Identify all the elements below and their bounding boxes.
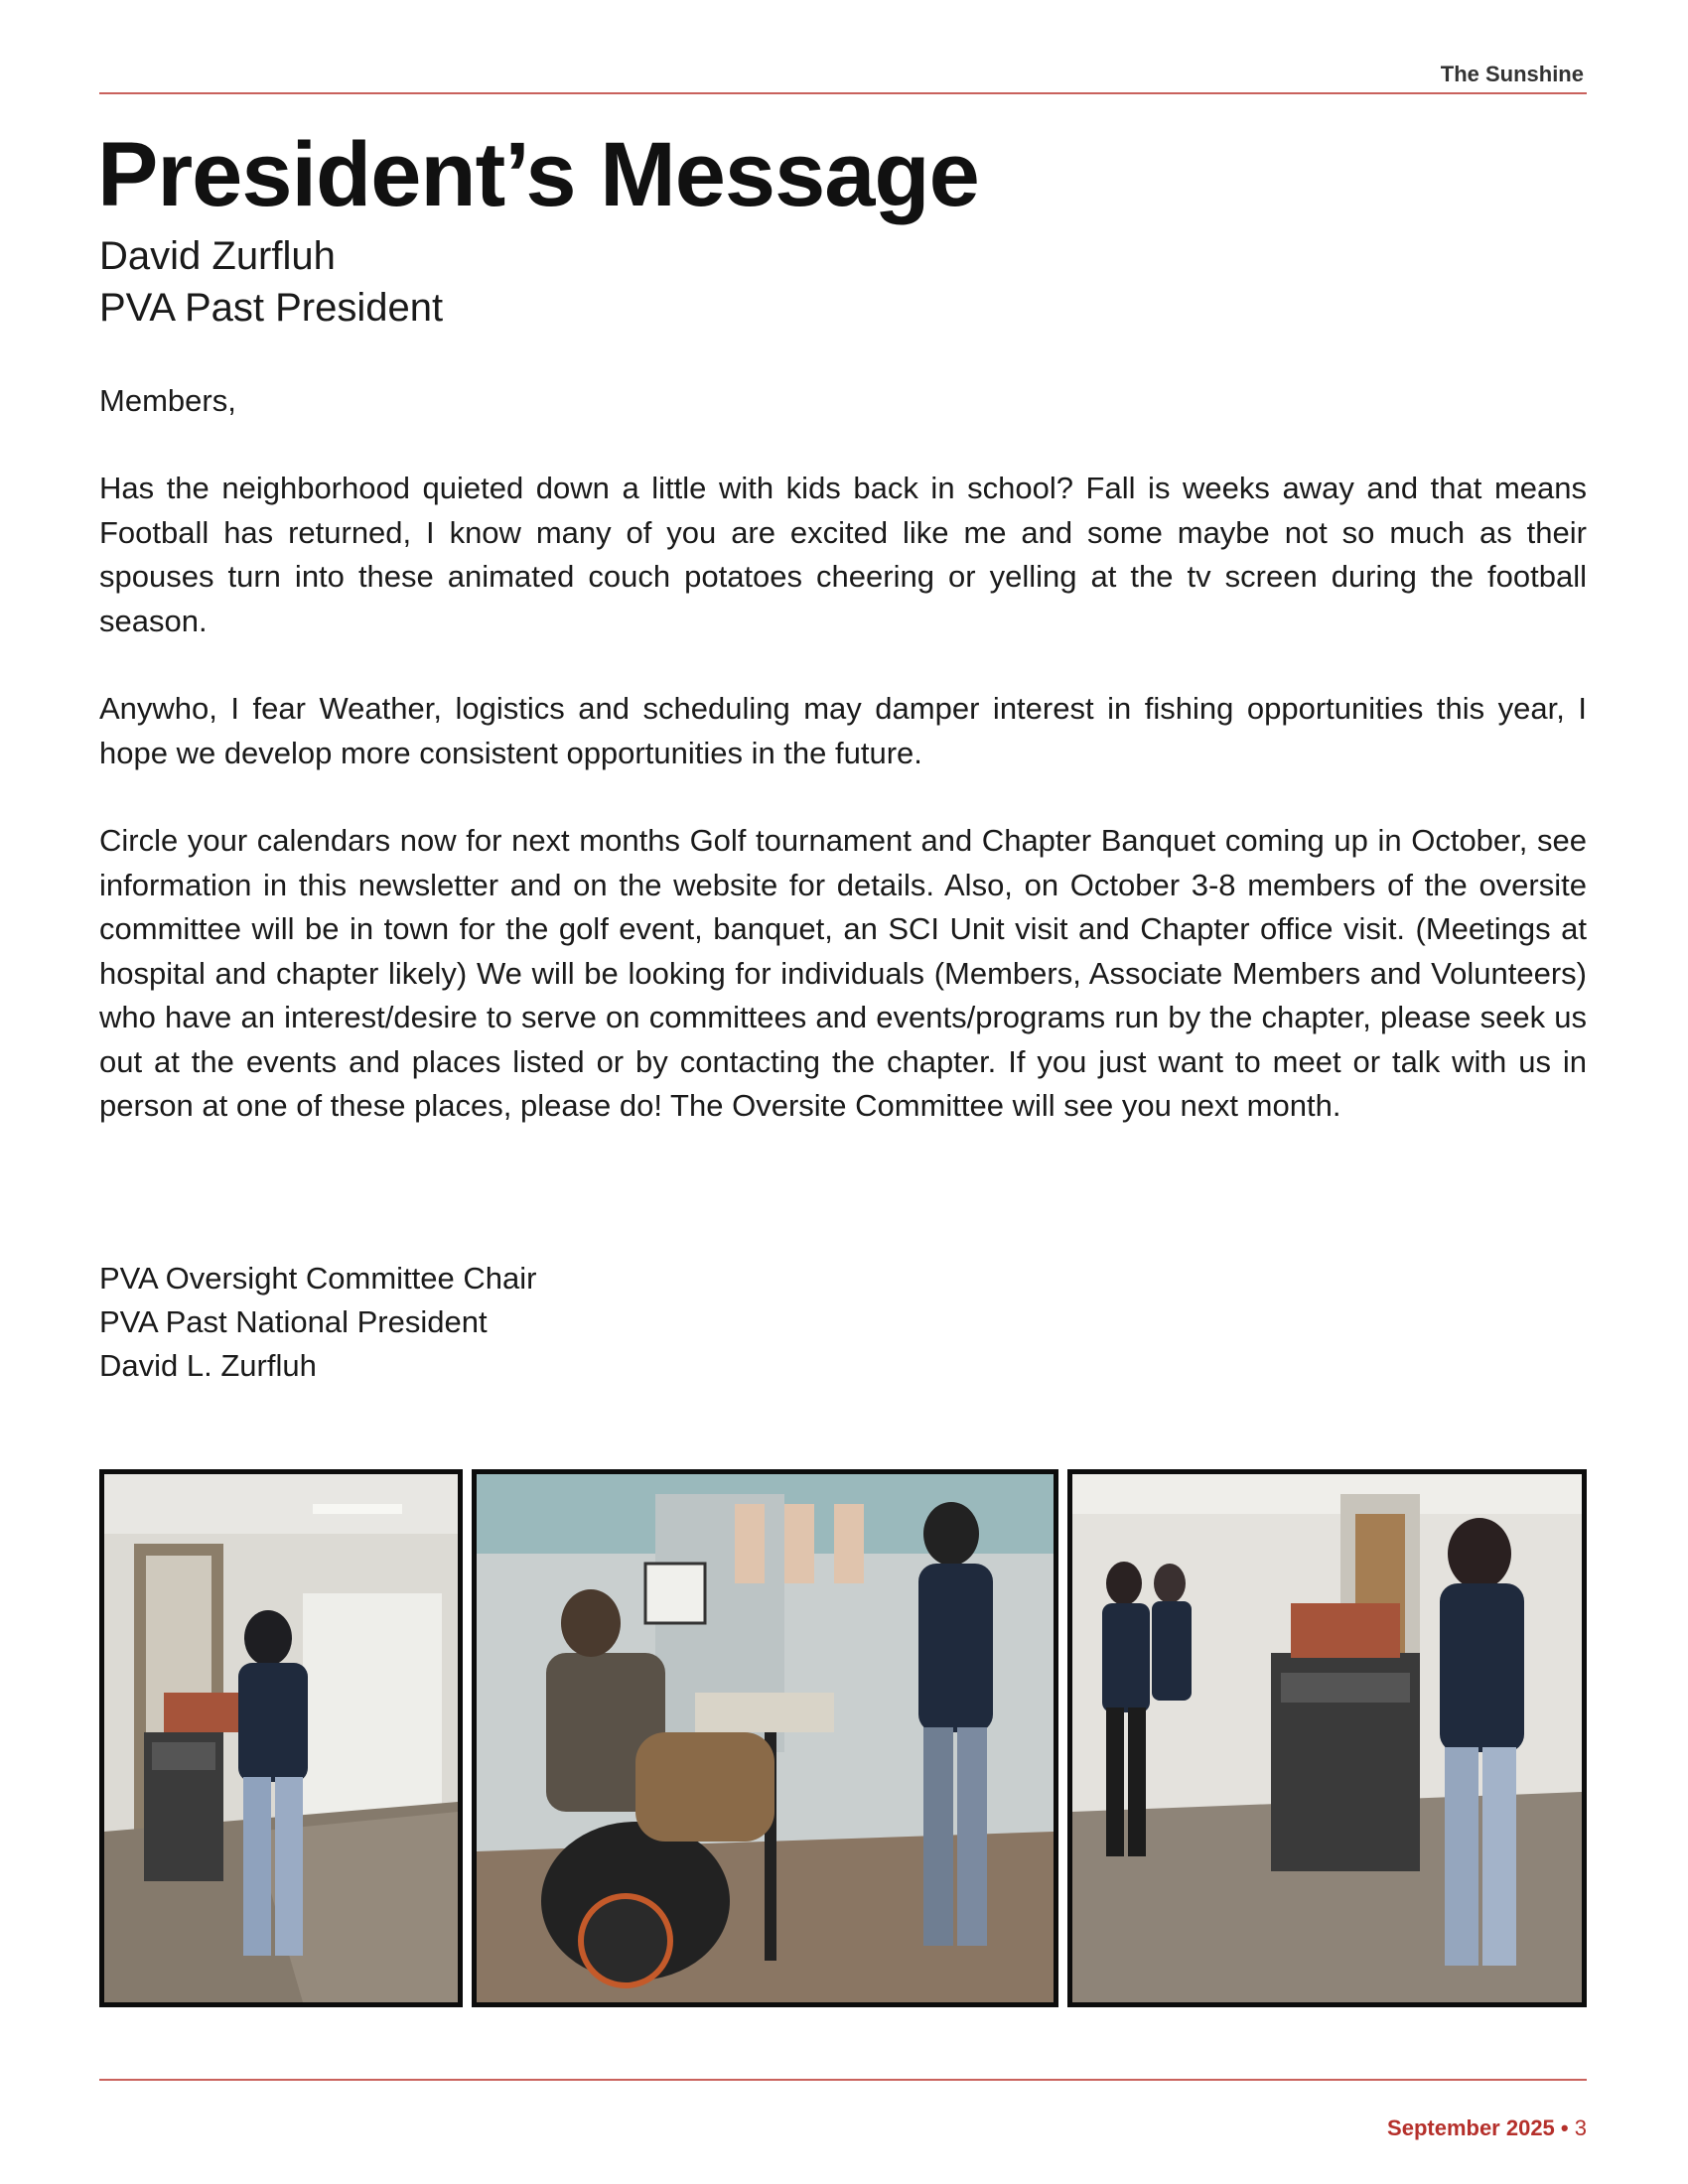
photo-volunteers-cart [1067, 1469, 1587, 2007]
greeting: Members, [99, 383, 236, 418]
photo-patient-room [472, 1469, 1058, 2007]
footer-issue: September 2025 [1387, 2116, 1555, 2140]
signature-line-1: PVA Oversight Committee Chair [99, 1261, 537, 1296]
paragraph-1: Has the neighborhood quieted down a little with kids back in school? Fall is weeks away and that means Football has returned, I know many of you are excited like me and some maybe not so much as their spouses turn into these animated couch potatoes cheering or yelling at the tv screen during the football season. [99, 471, 1587, 638]
author-role: PVA Past President [99, 286, 444, 330]
page-number: 3 [1574, 2116, 1587, 2140]
footer [1387, 2116, 1587, 2141]
signature-line-3: David L. Zurfluh [99, 1348, 317, 1383]
author-name: David Zurfluh [99, 234, 336, 278]
paragraph-3: Circle your calendars now for next months Golf tournament and Chapter Banquet coming up in October, see information in this newsletter and on the website for details. Also, on October 3-8 members of the oversite committee will be in town for the golf event, banquet, an SCI Unit visit and Chapter office visit. (Meetings at hospital and chapter likely) We will be looking for individuals (Members, Associate Members and Volunteers) who have an interest/desire to serve on committees and events/programs run by the chapter, please seek us out at the events and places listed or by contacting the chapter. If you just want to meet or talk with us in person at one of these places, please do! The Oversite Committee will see you next month. [99, 823, 1587, 1123]
footer-separator: • [1560, 2116, 1569, 2140]
photo-hallway-cart [99, 1469, 463, 2007]
page-title: President’s Message [97, 124, 979, 225]
paragraph-2: Anywho, I fear Weather, logistics and scheduling may damper interest in fishing opportunities this year, I hope we develop more consistent opportunities in the future. [99, 691, 1587, 770]
publication-name: The Sunshine [1440, 62, 1584, 86]
footer-divider [99, 2079, 1587, 2081]
header-divider [99, 92, 1587, 94]
signature-line-2: PVA Past National President [99, 1304, 488, 1339]
